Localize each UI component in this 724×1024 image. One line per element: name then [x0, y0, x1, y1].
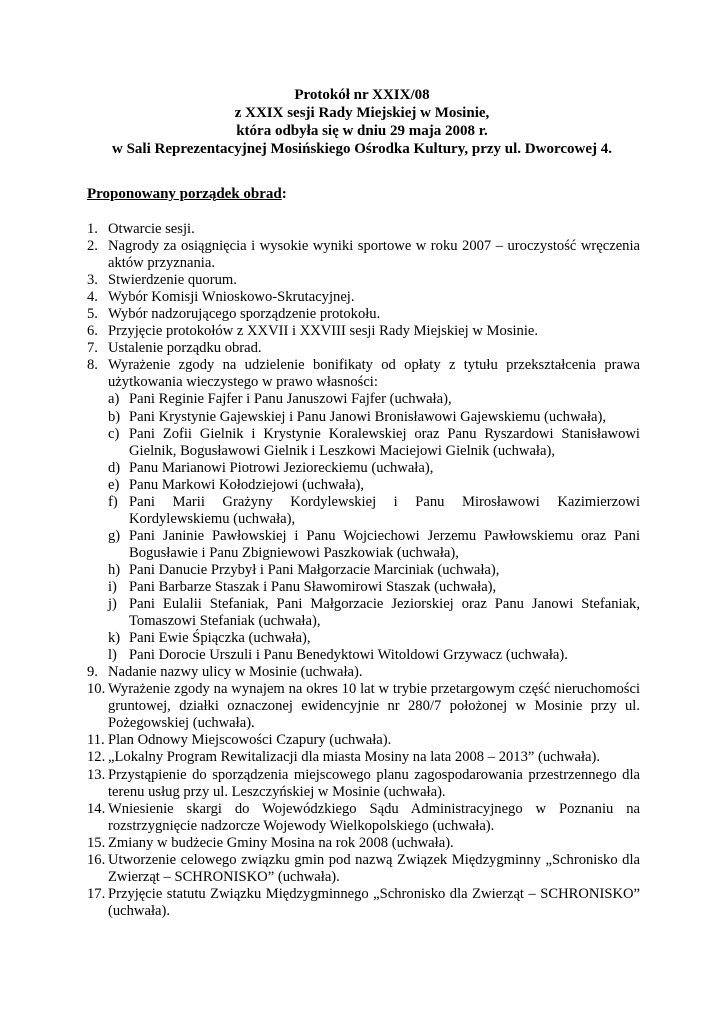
agenda-item-number: 13.	[87, 766, 106, 783]
agenda-item-number: 10.	[87, 681, 106, 698]
sublist-item-letter: g)	[108, 527, 121, 544]
agenda-item-text: Wyrażenie zgody na wynajem na okres 10 lat w trybie przetargowym część nieruchomości gruntowej, działki oznaczonej ewidencyjnie nr 280/7 położonej w Mosinie przy ul. Pożegowskiej (uchwała).	[108, 681, 640, 732]
sublist-item	[108, 426, 640, 460]
sublist-item	[108, 494, 640, 528]
sublist-item-text: Pani Danucie Przybył i Pani Małgorzacie Marciniak (uchwała),	[129, 561, 500, 578]
agenda-item-text: „Lokalny Program Rewitalizacji dla miasta Mosiny na lata 2008 – 2013” (uchwała).	[108, 749, 600, 766]
sublist-item	[108, 528, 640, 562]
sublist-item-text: Pani Ewie Śpiączka (uchwała),	[129, 630, 311, 647]
sublist-item-text: Pani Reginie Fajfer i Panu Januszowi Fajfer (uchwała),	[129, 391, 452, 408]
protocol-number: Protokół nr XXIX/08	[294, 87, 430, 103]
agenda-item-text: Otwarcie sesji.	[108, 221, 195, 237]
sublist-item	[108, 409, 640, 426]
sublist-item-text: Panu Marianowi Piotrowi Jezioreckiemu (uchwała),	[129, 459, 434, 476]
sublist-item-letter: k)	[108, 630, 121, 647]
sublist-item	[108, 460, 640, 477]
session-location: w Sali Reprezentacyjnej Mosińskiego Ośrodka Kultury, przy ul. Dworcowej 4.	[112, 141, 612, 157]
agenda-item-number: 11.	[87, 732, 105, 749]
agenda-item	[87, 323, 640, 340]
sublist-item	[108, 647, 640, 664]
sublist-item	[108, 596, 640, 630]
agenda-item-number: 2.	[87, 238, 98, 255]
sublist-item-text: Pani Barbarze Staszak i Panu Sławomirowi Staszak (uchwała),	[129, 578, 497, 595]
agenda-item-text: Wybór Komisji Wnioskowo-Skrutacyjnej.	[108, 289, 355, 306]
sublist-item-letter: b)	[108, 408, 121, 425]
agenda-item-text: Plan Odnowy Miejscowości Czapury (uchwała).	[108, 732, 392, 749]
agenda-item-number: 3.	[87, 272, 98, 289]
sublist-item-text: Pani Zofii Gielnik i Krystynie Koralewskiej oraz Panu Ryszardowi Stanisławowi Gielnik, Bogusławowi Gielnik i Leszkowi Maciejowi Gielnik (uchwała),	[129, 425, 640, 459]
sublist-item-letter: d)	[108, 459, 121, 476]
agenda-item	[87, 767, 640, 801]
agenda-item	[87, 289, 640, 306]
agenda-item-text: Ustalenie porządku obrad.	[108, 340, 262, 357]
agenda-item-number: 16.	[87, 851, 106, 868]
agenda-item-number: 14.	[87, 800, 106, 817]
agenda-item	[87, 835, 640, 852]
sublist-item-text: Panu Markowi Kołodziejowi (uchwała),	[129, 476, 365, 493]
agenda-item-number: 8.	[87, 357, 98, 374]
sublist-item-letter: c)	[108, 425, 120, 442]
sublist-item-text: Pani Dorocie Urszuli i Panu Benedyktowi Witoldowi Grzywacz (uchwała).	[129, 647, 568, 664]
agenda-item-text: Wybór nadzorującego sporządzenie protokołu.	[108, 306, 381, 323]
agenda-item	[87, 852, 640, 886]
sublist-item-letter: i)	[108, 578, 117, 595]
agenda-item	[87, 221, 640, 238]
sublist-item	[108, 630, 640, 647]
agenda-item-text: Wyrażenie zgody na udzielenie bonifikaty od opłaty z tytułu przekształcenia prawa użytkowania wieczystego w prawo własności:	[108, 357, 640, 391]
agenda-item	[87, 272, 640, 289]
agenda-item	[87, 340, 640, 357]
session-date: która odbyła się w dniu 29 maja 2008 r.	[236, 123, 488, 139]
sublist-item-letter: l)	[108, 647, 117, 664]
sublist-item-letter: j)	[108, 596, 117, 613]
agenda-item-number: 1.	[87, 221, 98, 237]
sublist-item-letter: h)	[108, 561, 121, 578]
agenda-heading-colon: :	[281, 186, 287, 202]
agenda-item	[87, 681, 640, 732]
agenda-item-number: 6.	[87, 323, 98, 340]
session-title: z XXIX sesji Rady Miejskiej w Mosinie,	[234, 105, 490, 121]
agenda-item	[87, 801, 640, 835]
agenda-item-text: Utworzenie celowego związku gmin pod nazwą Związek Międzygminny „Schronisko dla Zwierząt – SCHRONISKO” (uchwała).	[108, 851, 640, 885]
sublist-item-letter: f)	[108, 493, 118, 510]
sublist-item	[108, 562, 640, 579]
agenda-item-text: Przystąpienie do sporządzenia miejscowego planu zagospodarowania przestrzennego dla terenu usług przy ul. Leszczyńskiej w Mosinie (uchwała).	[108, 766, 640, 800]
agenda-heading	[87, 185, 287, 203]
sublist-item-letter: e)	[108, 476, 120, 493]
sublist-item-text: Pani Marii Grażyny Kordylewskiej i Panu Mirosławowi Kazimierzowi Kordylewskiemu (uchwała),	[129, 493, 640, 527]
agenda-item	[87, 238, 640, 272]
sublist-item-text: Pani Eulalii Stefaniak, Pani Małgorzacie Jeziorskiej oraz Panu Janowi Stefaniak, Tomaszowi Stefaniak (uchwała),	[129, 596, 640, 630]
agenda-heading-text: Proponowany porządek obrad	[87, 186, 282, 202]
agenda-item-text: Nadanie nazwy ulicy w Mosinie (uchwała).	[108, 664, 363, 681]
sublist-item-text: Pani Krystynie Gajewskiej i Panu Janowi Bronisławowi Gajewskiemu (uchwała),	[129, 408, 607, 425]
agenda-item-text: Nagrody za osiągnięcia i wysokie wyniki sportowe w roku 2007 – uroczystość wręczenia aktów przyznania.	[108, 238, 640, 272]
agenda-item-text: Przyjęcie protokołów z XXVII i XXVIII sesji Rady Miejskiej w Mosinie.	[108, 323, 539, 340]
agenda-item-text: Wniesienie skargi do Wojewódzkiego Sądu Administracyjnego w Poznaniu na rozstrzygnięcie nadzorcze Wojewody Wielkopolskiego (uchwała).	[108, 800, 640, 834]
agenda-item	[87, 306, 640, 323]
sublist-item-text: Pani Janinie Pawłowskiej i Panu Wojciechowi Jerzemu Pawłowskiemu oraz Pani Bogusławie i Panu Zbigniewowi Paszkowiak (uchwała),	[129, 527, 640, 561]
agenda-item-number: 7.	[87, 340, 98, 357]
agenda-item-number: 15.	[87, 834, 106, 851]
agenda-item	[87, 732, 640, 749]
agenda-item-number: 9.	[87, 664, 98, 681]
agenda-item-number: 5.	[87, 306, 98, 323]
sublist-item-letter: a)	[108, 391, 120, 408]
agenda-item	[87, 357, 640, 664]
agenda-item-number: 17.	[87, 885, 106, 902]
sublist-item	[108, 391, 640, 408]
document-header	[60, 86, 664, 158]
agenda-item	[87, 664, 640, 681]
agenda-item	[87, 886, 640, 920]
agenda-item-text: Przyjęcie statutu Związku Międzygminnego „Schronisko dla Zwierząt – SCHRONISKO” (uchwała).	[108, 885, 640, 919]
agenda-item-text: Stwierdzenie quorum.	[108, 272, 237, 289]
agenda-item	[87, 749, 640, 766]
agenda-item-number: 4.	[87, 289, 98, 306]
agenda-item-text: Zmiany w budżecie Gminy Mosina na rok 2008 (uchwała).	[108, 834, 454, 851]
sublist-item	[108, 477, 640, 494]
agenda-item-number: 12.	[87, 749, 106, 766]
bonus-sublist	[108, 391, 640, 664]
agenda-list	[87, 221, 640, 920]
sublist-item	[108, 579, 640, 596]
